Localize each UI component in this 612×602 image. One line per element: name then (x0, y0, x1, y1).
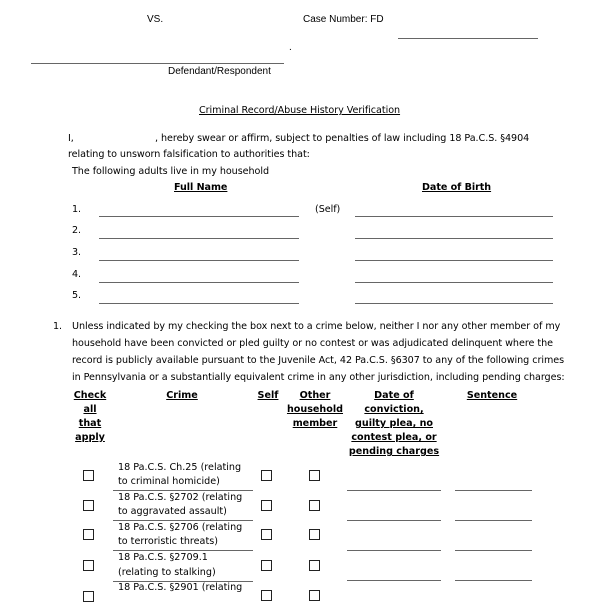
section1-line: household have been convicted or pled guilty or no contest or was adjudicated delinquent where the (72, 338, 553, 349)
crime-label: to aggravated assault) (118, 506, 227, 517)
date-line[interactable] (347, 550, 441, 551)
date-line[interactable] (347, 490, 441, 491)
crime-label: 18 Pa.C.S. Ch.25 (relating (118, 462, 242, 473)
crime-label: 18 Pa.C.S. §2706 (relating (118, 522, 243, 533)
header-date (346, 389, 442, 459)
header-other-household (282, 389, 348, 431)
dob-line[interactable] (355, 282, 553, 283)
header-date-line: contest plea, or (351, 432, 437, 443)
other-member-checkbox[interactable] (309, 560, 320, 571)
header-check-all-line: that (78, 418, 102, 429)
oath-text-line2: relating to unsworn falsification to authorities that: (68, 149, 310, 160)
check-all-checkbox[interactable] (83, 591, 94, 602)
crime-label: (relating to stalking) (118, 567, 216, 578)
defendant-label: Defendant/Respondent (168, 66, 271, 77)
header-sentence: Sentence (466, 390, 518, 401)
self-checkbox[interactable] (261, 529, 272, 540)
household-row-number: 5. (72, 290, 82, 301)
self-checkbox[interactable] (261, 500, 272, 511)
header-date-line: Date of (374, 390, 414, 401)
case-number-line[interactable] (398, 38, 538, 39)
case-number-label: Case Number: FD (303, 14, 384, 25)
self-checkbox[interactable] (261, 590, 272, 601)
header-other-line: household (286, 404, 344, 415)
household-row-number: 3. (72, 247, 82, 258)
crime-label: 18 Pa.C.S. §2901 (relating (118, 582, 243, 593)
dob-line[interactable] (355, 303, 553, 304)
section1-number: 1. (53, 321, 63, 332)
check-all-checkbox[interactable] (83, 470, 94, 481)
crime-label: to terroristic threats) (118, 536, 218, 547)
crime-label: 18 Pa.C.S. §2709.1 (118, 552, 208, 563)
document-title: Criminal Record/Abuse History Verification (199, 105, 401, 116)
section1-line: Unless indicated by my checking the box next to a crime below, neither I nor any other member of my (72, 321, 561, 332)
header-self: Self (257, 390, 279, 401)
header-check-all-line: Check (73, 390, 107, 401)
other-member-checkbox[interactable] (309, 590, 320, 601)
check-all-checkbox[interactable] (83, 500, 94, 511)
header-check-all-line: all (83, 404, 97, 415)
header-crime: Crime (166, 390, 198, 401)
other-member-checkbox[interactable] (309, 500, 320, 511)
self-checkbox[interactable] (261, 470, 272, 481)
sentence-line[interactable] (455, 550, 532, 551)
check-all-checkbox[interactable] (83, 529, 94, 540)
full-name-line[interactable] (99, 216, 299, 217)
header-check-all (70, 389, 110, 445)
dob-line[interactable] (355, 238, 553, 239)
section1-line: in Pennsylvania or a substantially equivalent crime in any other jurisdiction, including pending charges: (72, 372, 565, 383)
household-intro: The following adults live in my household (72, 166, 270, 177)
caption-dot: . (289, 42, 292, 53)
other-member-checkbox[interactable] (309, 470, 320, 481)
self-checkbox[interactable] (261, 560, 272, 571)
header-date-line: pending charges (348, 446, 440, 457)
header-date-line: conviction, (364, 404, 424, 415)
oath-prefix: I, (68, 133, 74, 144)
date-line[interactable] (347, 580, 441, 581)
household-row-number: 2. (72, 225, 82, 236)
full-name-line[interactable] (99, 282, 299, 283)
full-name-line[interactable] (99, 303, 299, 304)
other-member-checkbox[interactable] (309, 529, 320, 540)
col-date-of-birth: Date of Birth (422, 182, 492, 193)
check-all-checkbox[interactable] (83, 560, 94, 571)
sentence-line[interactable] (455, 490, 532, 491)
dob-line[interactable] (355, 260, 553, 261)
household-row-number: 4. (72, 269, 82, 280)
sentence-line[interactable] (455, 580, 532, 581)
dob-line[interactable] (355, 216, 553, 217)
self-note: (Self) (315, 204, 341, 215)
col-full-name: Full Name (174, 182, 228, 193)
crime-label: to criminal homicide) (118, 476, 220, 487)
crime-label: 18 Pa.C.S. §2702 (relating (118, 492, 243, 503)
date-line[interactable] (347, 520, 441, 521)
header-date-line: guilty plea, no (355, 418, 433, 429)
full-name-line[interactable] (99, 238, 299, 239)
full-name-line[interactable] (99, 260, 299, 261)
header-other-line: member (292, 418, 338, 429)
defendant-name-line[interactable] (31, 63, 284, 64)
vs-label: VS. (147, 14, 164, 25)
oath-text-line1: , hereby swear or affirm, subject to penalties of law including 18 Pa.C.S. §4904 (155, 133, 530, 144)
header-check-all-line: apply (75, 432, 105, 443)
household-row-number: 1. (72, 204, 82, 215)
header-other-line: Other (299, 390, 331, 401)
sentence-line[interactable] (455, 520, 532, 521)
section1-line: record is publicly available pursuant to the Juvenile Act, 42 Pa.C.S. §6307 to any of the following crimes (72, 355, 565, 366)
